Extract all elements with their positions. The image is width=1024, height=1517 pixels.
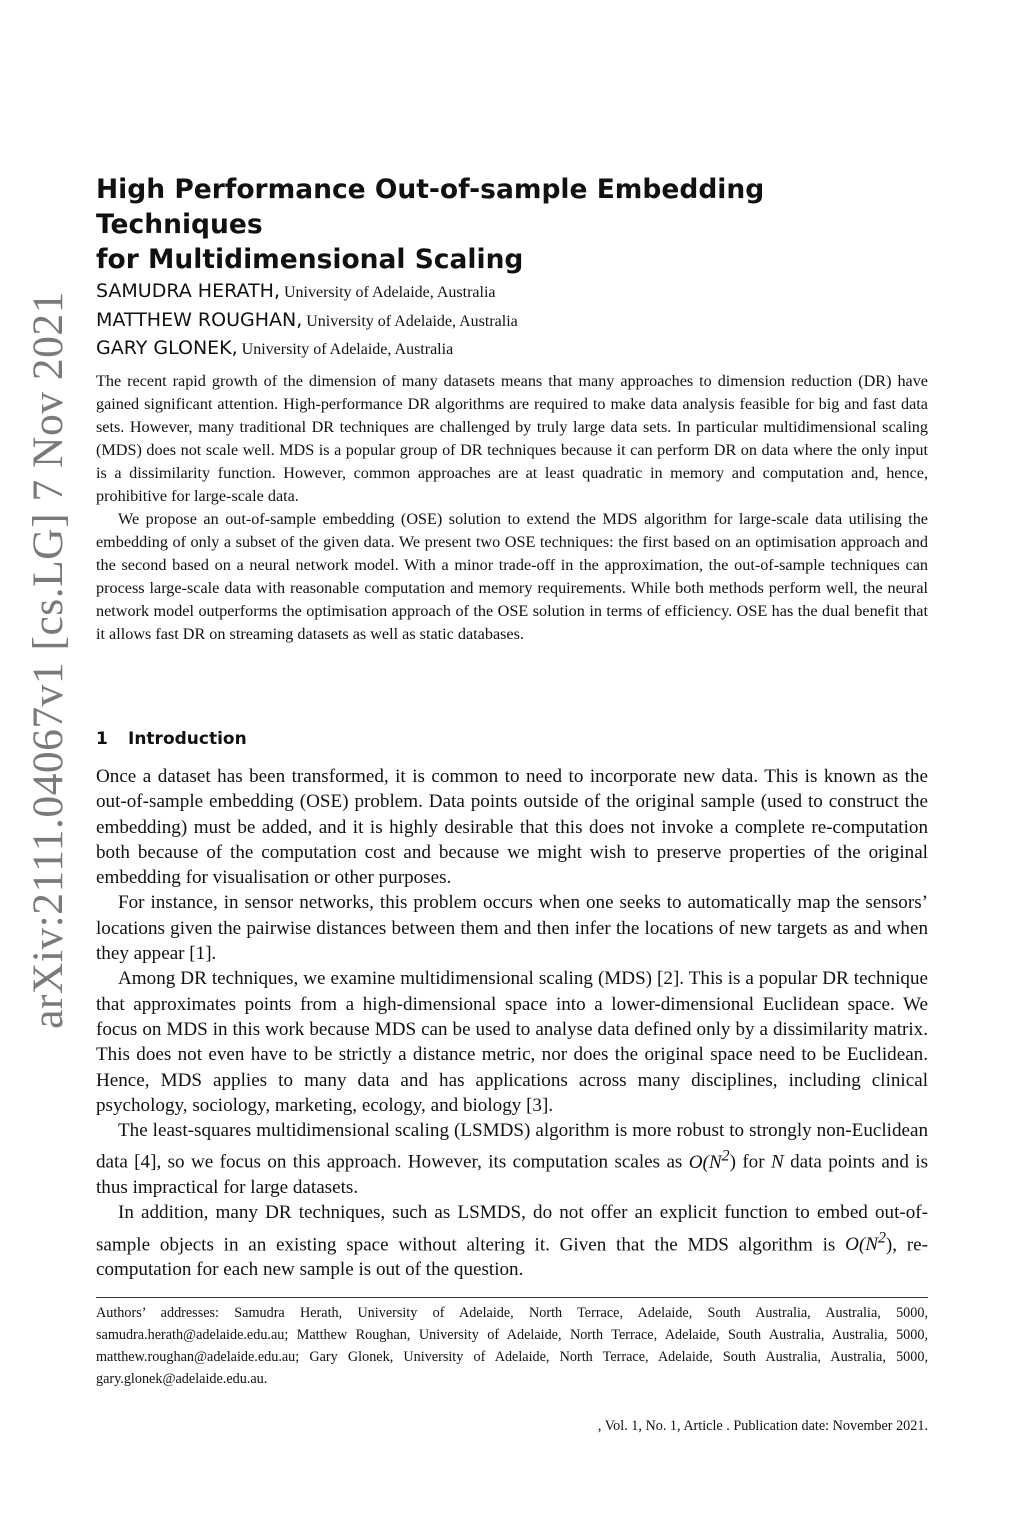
abstract: [96, 370, 928, 646]
text-run: In addition, many DR techniques, such as LSMDS, do not offer an explicit function to embed out-of-sample objects in an existing space without altering it. Given that the MDS algorithm is: [96, 1202, 928, 1256]
abstract-paragraph: We propose an out-of-sample embedding (OSE) solution to extend the MDS algorithm for large-scale data utilising the embedding of only a subset of the given data. We present two OSE techniques: the first based on an optimisation approach and the second based on a neural network model. With a minor trade-off in the approximation, the out-of-sample techniques can process large-scale data with reasonable computation and memory requirements. While both methods perform well, the neural network model outperforms the optimisation approach of the OSE solution in terms of efficiency. OSE has the dual benefit that it allows fast DR on streaming datasets as well as static databases.: [96, 510, 928, 643]
body-paragraph: For instance, in sensor networks, this problem occurs when one seeks to automatically map the sensors’ locations given the pairwise distances between them and then infer the locations of new targets as and when they appear [1].: [96, 892, 928, 965]
title-line-2: for Multidimensional Scaling: [96, 244, 524, 275]
math-superscript: 2: [721, 1147, 730, 1165]
author-entry: [96, 278, 926, 307]
math-variable: N: [770, 1151, 784, 1173]
author-affiliation: University of Adelaide, Australia: [280, 284, 496, 301]
author-entry: [96, 307, 926, 336]
text-run: , re-computation for each new sample is out of the question.: [96, 1234, 928, 1281]
introduction-body: [96, 764, 928, 1283]
abstract-paragraph: The recent rapid growth of the dimension of many datasets means that many approaches to dimension reduction (DR) have gained significant attention. High-performance DR algorithms are required to make data analysis feasible for big and fast data sets. However, many traditional DR techniques are challenged by truly large data sets. In particular multidimensional scaling (MDS) does not scale well. MDS is a popular group of DR techniques because it can perform DR on data where the only input is a dissimilarity function. However, common approaches are at least quadratic in memory and computation and, hence, prohibitive for large-scale data.: [96, 372, 928, 505]
text-run: The least-squares multidimensional scaling (LSMDS) algorithm is more robust to strongly non-Euclidean data [4], so we focus on this approach. However, its computation scales as: [96, 1120, 928, 1173]
author-addresses-footnote: Authors’ addresses: Samudra Herath, University of Adelaide, North Terrace, Adelaide, South Australia, Australia, 5000, samudra.herath@adelaide.edu.au; Matthew Roughan, University of Adelaide, North Terrace, Adelaide, South Australia, Australia, 5000, matthew.roughan@adelaide.edu.au; Gary Glonek, University of Adelaide, North Terrace, Adelaide, South Australia, Australia, 5000, gary.glonek@adelaide.edu.au.: [96, 1305, 928, 1387]
publication-info: , Vol. 1, No. 1, Article . Publication date: November 2021.: [597, 1418, 928, 1434]
section-title: Introduction: [128, 729, 247, 749]
paper-title: [96, 172, 926, 277]
author-list: [96, 278, 926, 364]
author-affiliation: University of Adelaide, Australia: [237, 341, 454, 358]
author-affiliation: University of Adelaide, Australia: [302, 312, 518, 330]
footnote-divider: [96, 1297, 928, 1298]
author-name: MATTHEW ROUGHAN,: [96, 308, 303, 331]
text-run: for: [735, 1151, 771, 1173]
section-heading: [96, 729, 247, 749]
arxiv-identifier-stamp: arXiv:2111.04067v1 [cs.LG] 7 Nov 2021: [24, 291, 72, 1029]
section-number: 1: [96, 729, 108, 749]
author-entry: [96, 335, 926, 364]
math-expression-end: ): [729, 1151, 736, 1173]
math-expression: O(N: [688, 1151, 722, 1173]
math-expression-end: ): [885, 1234, 893, 1256]
text-run: data points and is thus impractical for large datasets.: [96, 1151, 929, 1199]
body-paragraph: Once a dataset has been transformed, it is common to need to incorporate new data. This is known as the out-of-sample embedding (OSE) problem. Data points outside of the original sample (used to construct the embedding) must be added, and it is highly desirable that this does not invoke a complete re-computation both because of the computation cost and because we might wish to preserve properties of the original embedding for visualisation or other purposes.: [96, 766, 928, 889]
author-name: SAMUDRA HERATH,: [96, 280, 280, 302]
author-name: GARY GLONEK,: [96, 337, 238, 359]
title-line-1: High Performance Out-of-sample Embedding Techniques: [96, 174, 765, 240]
math-superscript: 2: [877, 1229, 886, 1247]
body-paragraph: [96, 1118, 928, 1200]
body-paragraph: Among DR techniques, we examine multidimensional scaling (MDS) [2]. This is a popular DR technique that approximates points from a high-dimensional space into a lower-dimensional Euclidean space. We focus on MDS in this work because MDS can be used to analyse data defined only by a dissimilarity matrix. This does not even have to be strictly a distance metric, nor does the original space need to be Euclidean. Hence, MDS applies to many data and has applications across many disciplines, including clinical psychology, sociology, marketing, ecology, and biology [3].: [96, 968, 928, 1116]
body-paragraph: [96, 1200, 928, 1282]
math-expression: O(N: [845, 1234, 878, 1256]
